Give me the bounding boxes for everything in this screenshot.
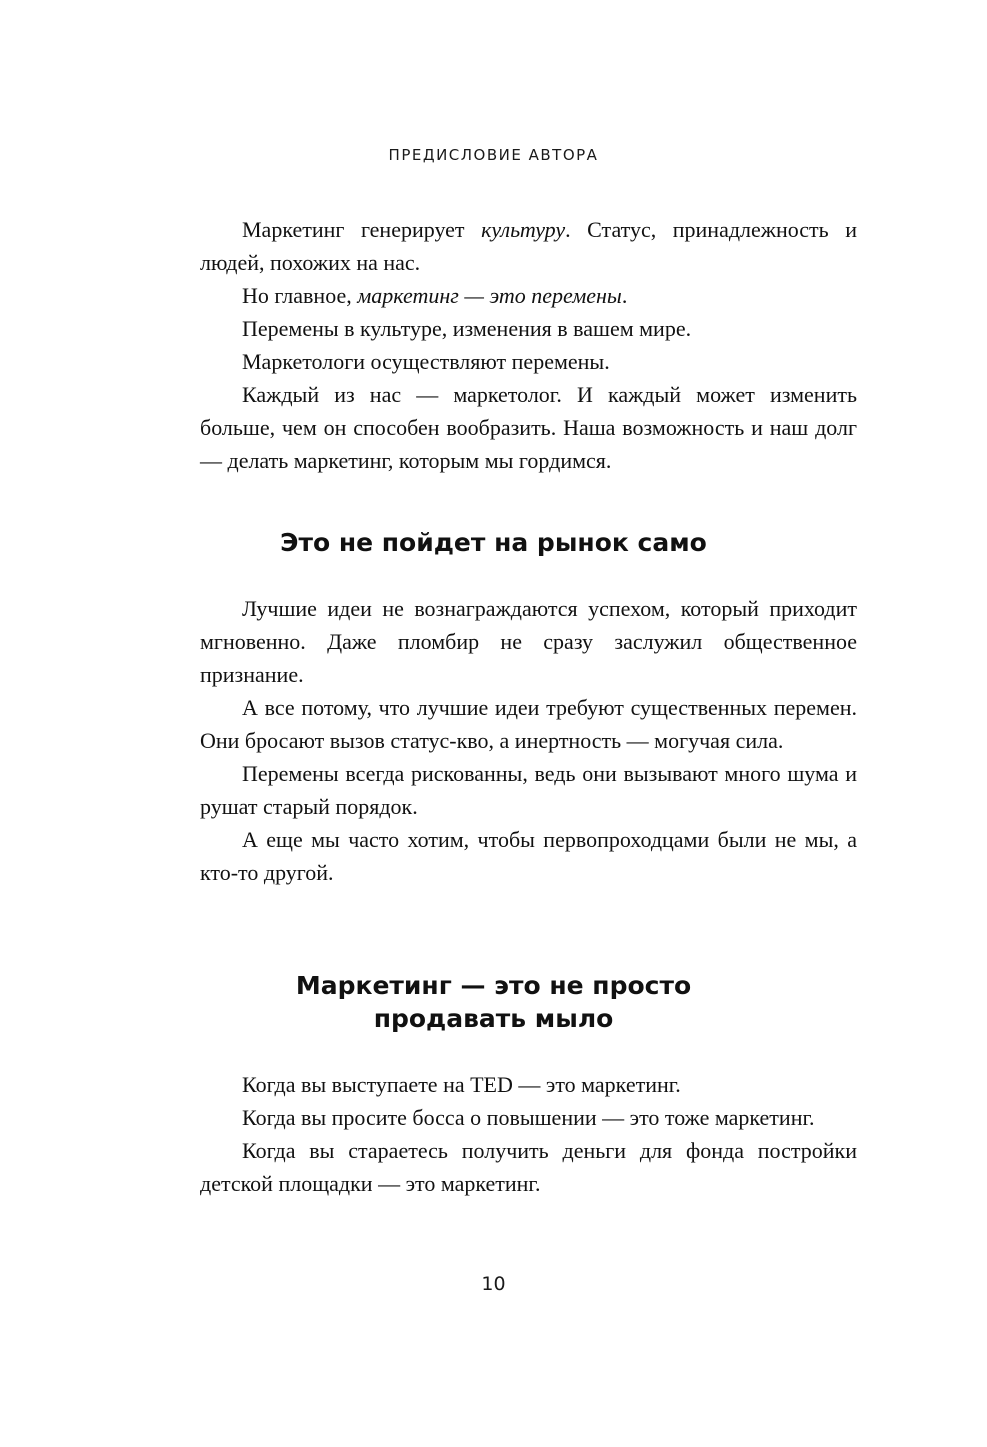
paragraph: Когда вы просите босса о повышении — это тоже маркетинг. xyxy=(242,1105,815,1130)
paragraph: Маркетологи осуществляют перемены. xyxy=(242,349,610,374)
paragraph: Маркетинг генерирует культуру. Статус, принадлежность и людей, похожих на нас. xyxy=(200,217,858,275)
paragraph: Но главное, маркетинг — это перемены. xyxy=(242,283,628,308)
section-intro xyxy=(200,213,857,477)
paragraph: Когда вы стараетесь получить деньги для фонда постройки детской площадки — это маркетинг. xyxy=(200,1138,857,1196)
paragraph: А еще мы часто хотим, чтобы первопроходцами были не мы, а кто-то другой. xyxy=(200,827,857,885)
emphasis: культуру xyxy=(481,217,566,242)
emphasis: маркетинг — это перемены xyxy=(357,283,622,308)
section-heading: Это не пойдет на рынок само xyxy=(280,528,707,557)
paragraph: А все потому, что лучшие идеи требуют существенных перемен. Они бросают вызов статус-кво, а инертность — могучая сила. xyxy=(200,695,857,753)
paragraph: Лучшие идеи не вознаграждаются успехом, который приходит мгновенно. Даже пломбир не сразу заслужил общественное признание. xyxy=(200,596,857,687)
paragraph: Каждый из нас — маркетолог. И каждый может изменить больше, чем он способен вообразить. Наша возможность и наш долг — делать маркетинг, которым мы гордимся. xyxy=(200,382,857,473)
running-head: ПРЕДИСЛОВИЕ АВТОРА xyxy=(388,146,599,164)
page-number: 10 xyxy=(481,1273,506,1295)
section-heading: Маркетинг — это не просто продавать мыло xyxy=(295,971,692,1033)
section-not-soap xyxy=(200,1068,857,1200)
paragraph: Перемены всегда рискованны, ведь они вызывают много шума и рушат старый порядок. xyxy=(200,761,857,819)
paragraph: Перемены в культуре, изменения в вашем мире. xyxy=(242,316,692,341)
section-market xyxy=(200,592,857,889)
paragraph: Когда вы выступаете на TED — это маркетинг. xyxy=(242,1072,681,1097)
